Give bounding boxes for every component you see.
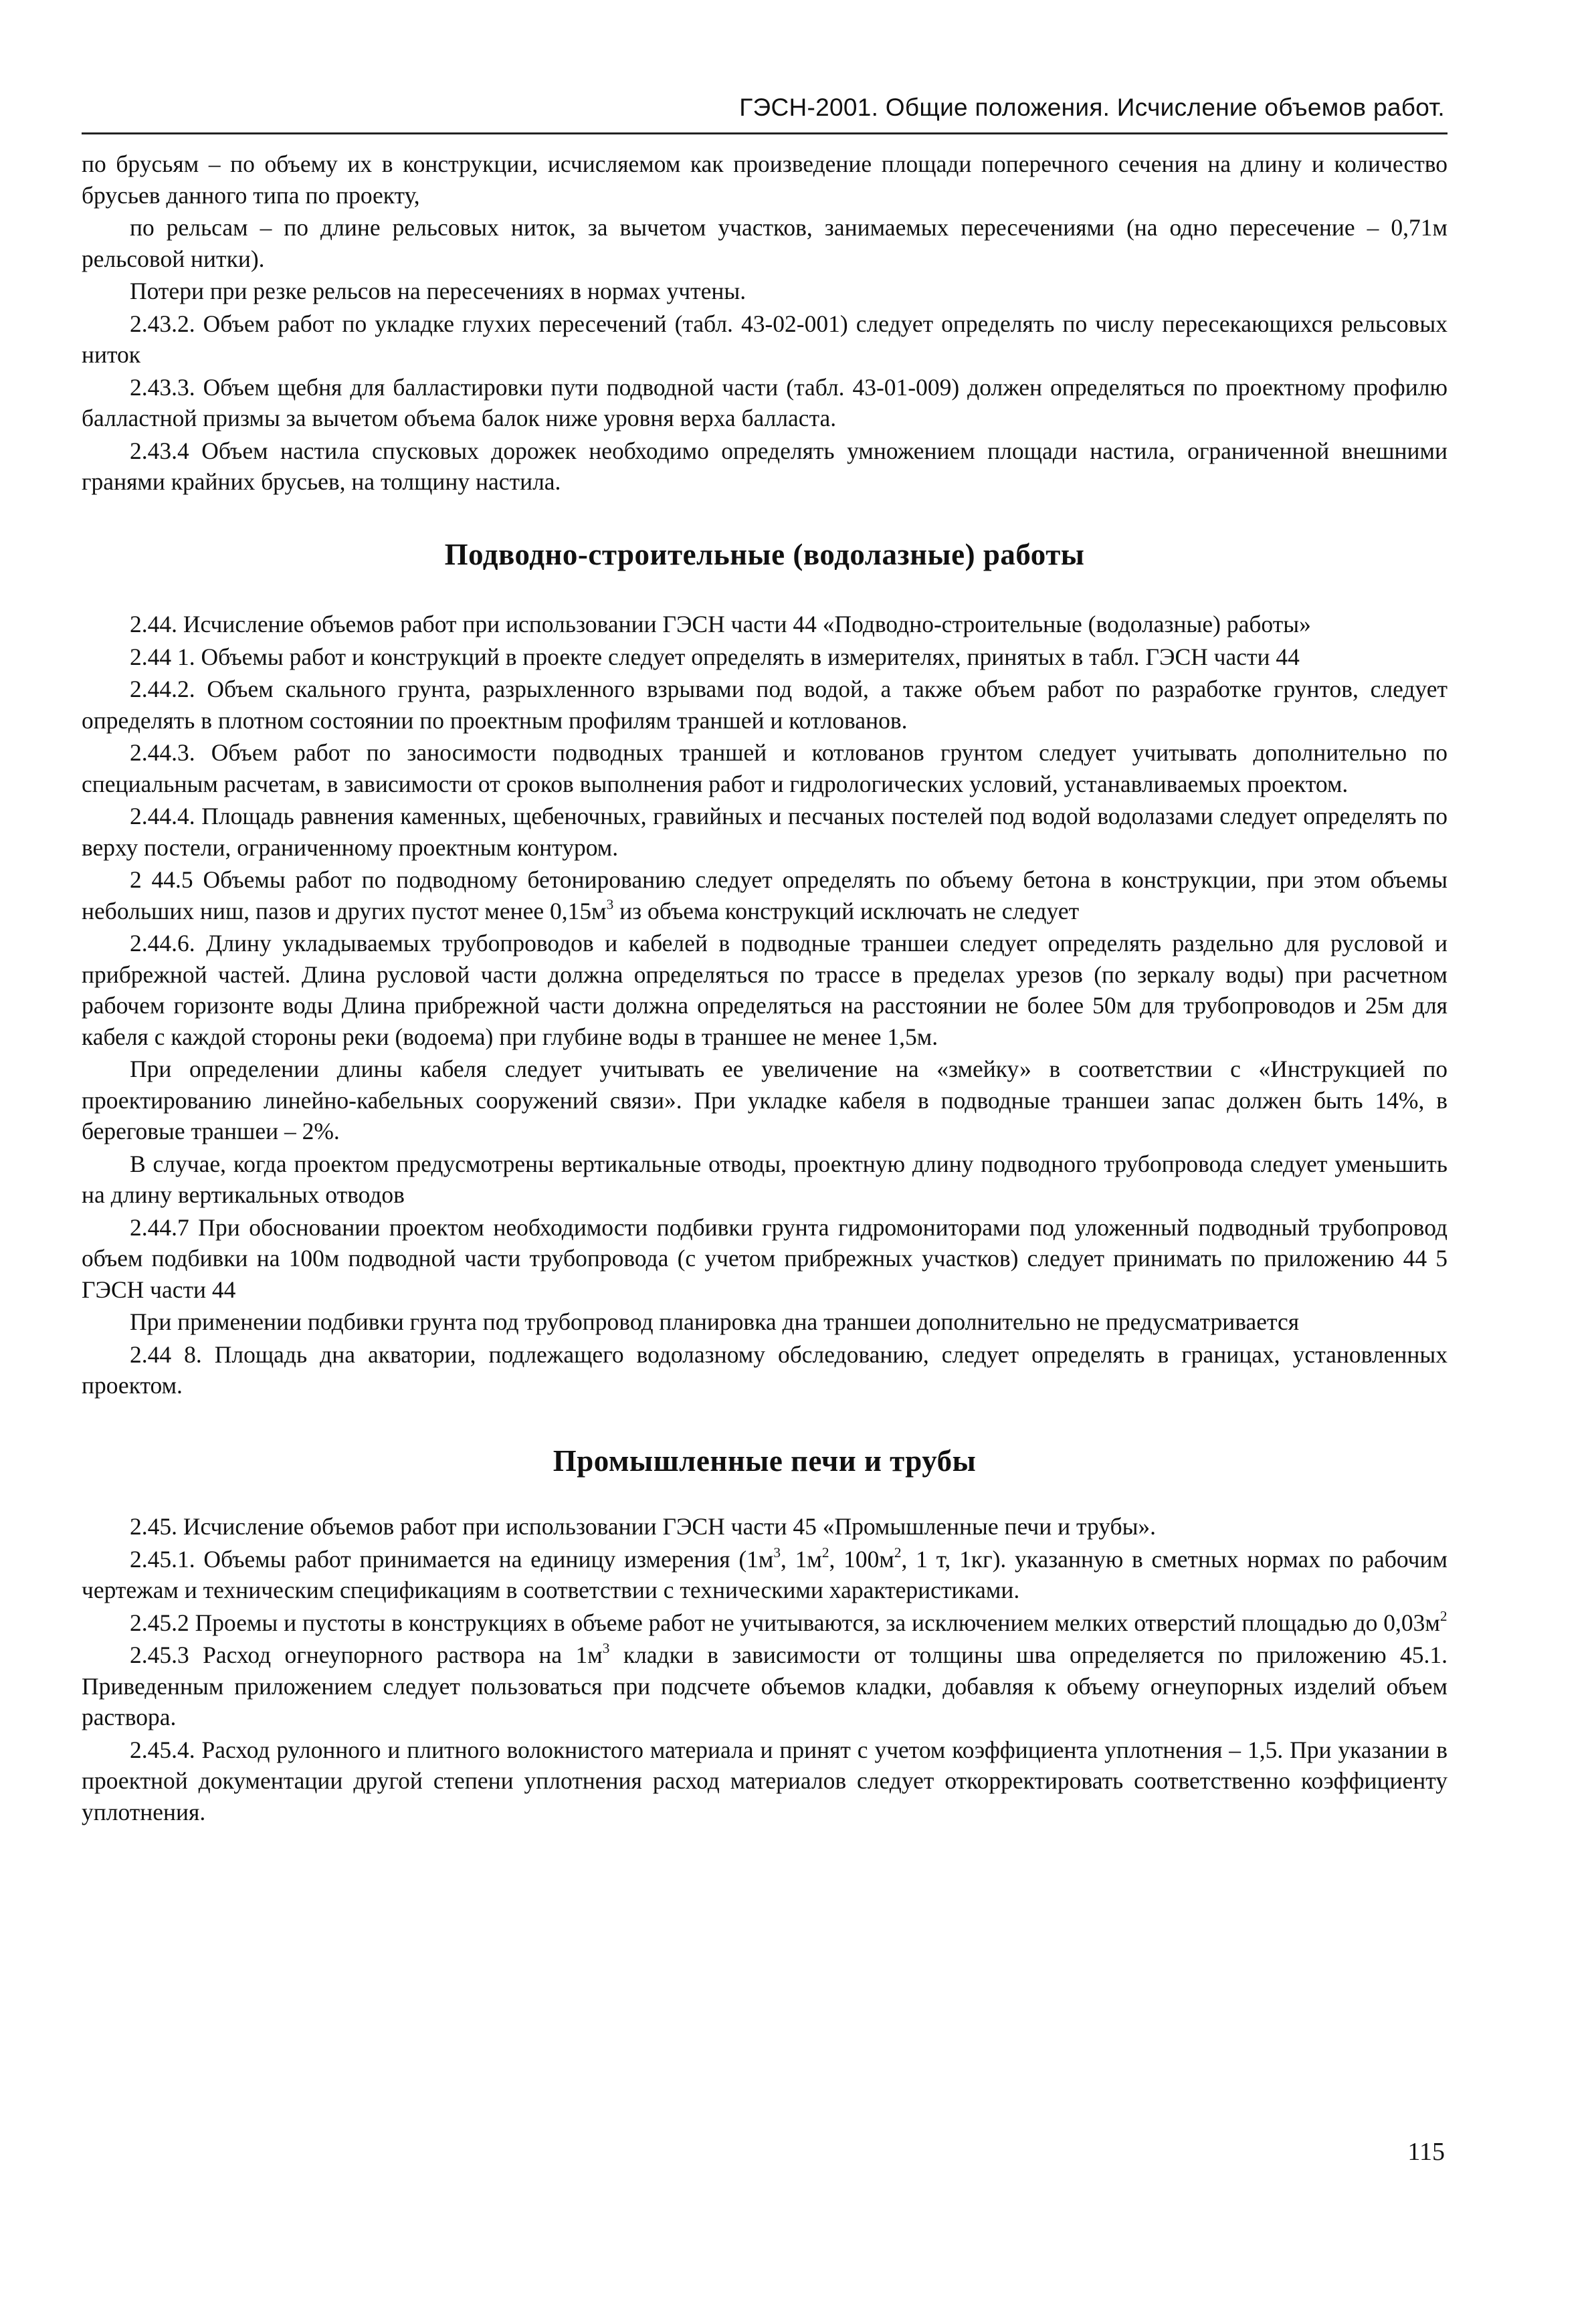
paragraph-2-44-8: 2.44 8. Площадь дна акватории, подлежащего водолазному обследованию, следует определять в границах, установленных проектом. <box>82 1340 1448 1399</box>
running-header: ГЭСН-2001. Общие положения. Исчисление объемов работ. <box>739 94 1445 121</box>
paragraph-2-44: 2.44. Исчисление объемов работ при использовании ГЭСН части 44 «Подводно-строительные (водолазные) работы» <box>130 611 1311 637</box>
paragraph-2-45-1-part-d: , 1 т, 1кг). указанную в сметных нормах по рабочим чертежам и техническим спецификациям в соответствии с техническими характеристиками. <box>82 1545 1448 1603</box>
paragraph-cable-length: При определении длины кабеля следует учитывать ее увеличение на «змейку» в соответствии с «Инструкцией по проектированию линейно-кабельных сооружений связи». При укладке кабеля в подводные траншеи запас должен быть 14%, в береговые траншеи – 2%. <box>82 1056 1448 1144</box>
paragraph-2-45-3-part-a: 2.45.3 Расход огнеупорного раствора на 1м <box>130 1641 603 1668</box>
superscript-square: 2 <box>821 1544 829 1561</box>
paragraph-2-45-1-part-b: , 1м <box>781 1545 822 1573</box>
page-number: 115 <box>1407 2138 1445 2166</box>
superscript-cubic: 3 <box>602 1640 610 1657</box>
paragraph-2-43-4: 2.43.4 Объем настила спусковых дорожек необходимо определять умножением площади настила, ограниченной внешними гранями крайних брусьев, на толщину настила. <box>82 437 1448 495</box>
paragraph-2-43-2: 2.43.2. Объем работ по укладке глухих пересечений (табл. 43-02-001) следует определять по числу пересекающихся рельсовых ниток <box>82 310 1448 368</box>
paragraph-2-43-3: 2.43.3. Объем щебня для балластировки пути подводной части (табл. 43-01-009) должен определяться по проектному профилю балластной призмы за вычетом объема балок ниже уровня верха балласта. <box>82 373 1448 431</box>
section-heading-furnaces-and-chimneys: Промышленные печи и трубы <box>553 1443 977 1478</box>
header-rule <box>82 132 1448 134</box>
paragraph-2-45-1-part-a: 2.45.1. Объемы работ принимается на единицу измерения (1м <box>130 1545 774 1573</box>
paragraph-2-44-2: 2.44.2. Объем скального грунта, разрыхленного взрывами под водой, а также объем работ по разработке грунтов, следует определять в плотном состоянии по проектным профилям траншей и котлованов. <box>82 676 1448 734</box>
paragraph-vertical-branches: В случае, когда проектом предусмотрены вертикальные отводы, проектную длину подводного трубопровода следует уменьшить на длину вертикальных отводов <box>82 1150 1448 1208</box>
paragraph-2-44-7: 2.44.7 При обосновании проектом необходимости подбивки грунта гидромониторами под уложенный подводный трубопровод объем подбивки на 100м подводной части трубопровода (с учетом прибрежных участков) следует принимать по приложению 44 5 ГЭСН части 44 <box>82 1213 1448 1303</box>
page-content <box>82 148 1448 1829</box>
paragraph-2-44-1: 2.44 1. Объемы работ и конструкций в проекте следует определять в измерителях, принятых в табл. ГЭСН части 44 <box>130 643 1300 670</box>
paragraph-2-44-3: 2.44.3. Объем работ по заносимости подводных траншей и котлованов грунтом следует учитывать дополнительно по специальным расчетам, в зависимости от сроков выполнения работ и гидрологических условий, устанавливаемых проектом. <box>82 739 1448 797</box>
paragraph-trench-planning: При применении подбивки грунта под трубопровод планировка дна траншеи дополнительно не предусматривается <box>130 1308 1300 1335</box>
paragraph-2-45-3-part-b: кладки в зависимости от толщины шва определяется по приложению 45.1. Приведенным приложением следует пользоваться при подсчете объемов кладки, добавляя к объему огнеупорных изделий объем раствора. <box>82 1641 1448 1730</box>
paragraph-2-45-1-part-c: , 100м <box>829 1545 894 1573</box>
paragraph-2-44-5-part-a: 2 44.5 Объемы работ по подводному бетонированию следует определять по объему бетона в конструкции, при этом объемы небольших ниш, пазов и других пустот менее 0,15м <box>82 866 1448 924</box>
paragraph-2-45-2-part-a: 2.45.2 Проемы и пустоты в конструкциях в объеме работ не учитываются, за исключением мелких отверстий площадью до 0,03м <box>130 1609 1440 1636</box>
section-heading-underwater-works: Подводно-строительные (водолазные) работы <box>444 537 1085 571</box>
paragraph-2-45-3 <box>82 1639 1448 1733</box>
superscript-cubic: 3 <box>773 1544 781 1561</box>
superscript-cubic: 3 <box>606 896 614 912</box>
paragraph-2-45-2 <box>82 1607 1448 1639</box>
paragraph-rails-length: по рельсам – по длине рельсовых ниток, за вычетом участков, занимаемых пересечениями (на одно пересечение – 0,71м рельсовой нитки). <box>82 214 1448 272</box>
paragraph-bars-volume: по брусьям – по объему их в конструкции, исчисляемом как произведение площади поперечного сечения на длину и количество брусьев данного типа по проекту, <box>82 151 1448 209</box>
superscript-square: 2 <box>894 1544 902 1561</box>
paragraph-2-44-5 <box>82 864 1448 926</box>
paragraph-2-44-4: 2.44.4. Площадь равнения каменных, щебеночных, гравийных и песчаных постелей под водой водолазами следует определять по верху постели, ограниченному проектным контуром. <box>82 803 1448 861</box>
paragraph-2-44-5-part-b: из объема конструкций исключать не следует <box>613 897 1080 924</box>
paragraph-2-44-6: 2.44.6. Длину укладываемых трубопроводов и кабелей в подводные траншеи следует определять раздельно для русловой и прибрежной частей. Длина русловой части должна определяться по трассе в пределах урезов (по зеркалу воды) при расчетном рабочем горизонте воды Длина прибрежной части должна определяться на расстоянии не более 50м для трубопроводов и 25м для кабеля с каждой стороны реки (водоема) при глубине воды в траншее не менее 1,5м. <box>82 930 1448 1050</box>
paragraph-2-45: 2.45. Исчисление объемов работ при использовании ГЭСН части 45 «Промышленные печи и трубы». <box>130 1513 1157 1540</box>
paragraph-2-45-4: 2.45.4. Расход рулонного и плитного волокнистого материала и принят с учетом коэффициента уплотнения – 1,5. При указании в проектной документации другой степени уплотнения расход материалов следует откорректировать соответственно коэффициенту уплотнения. <box>82 1736 1448 1825</box>
paragraph-2-45-1 <box>82 1544 1448 1606</box>
superscript-square: 2 <box>1439 1607 1448 1624</box>
paragraph-rail-cutting-losses: Потери при резке рельсов на пересечениях в нормах учтены. <box>130 278 746 304</box>
